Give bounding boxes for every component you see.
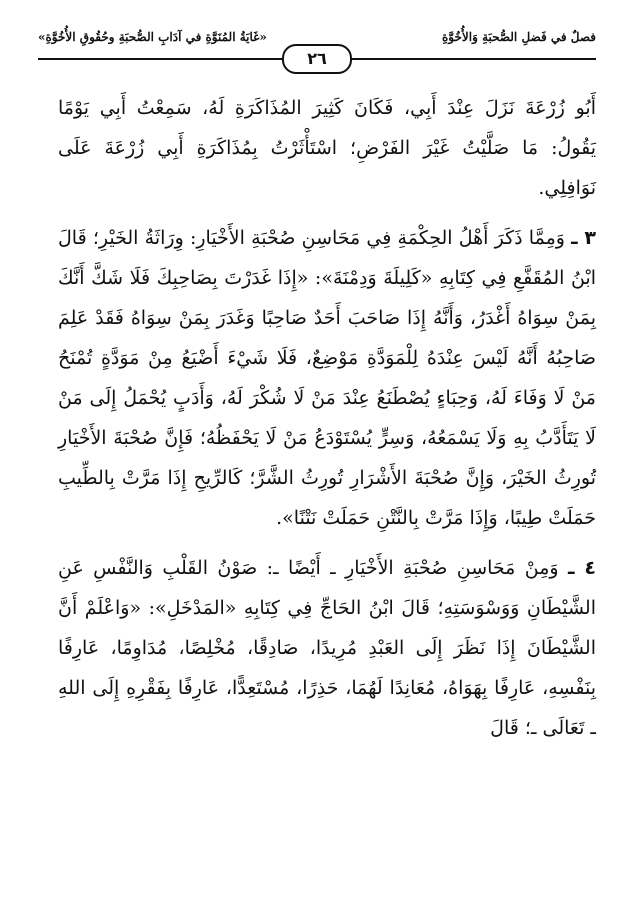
numbered-item-3 — [58, 218, 596, 538]
book-title: «غَايَةُ المُنَوَّةِ في آدَابِ الصُّحبَةِ وحُقُوقِ الأُخُوَّةِ» — [38, 30, 267, 44]
paragraph-continued: أَبُو زُرْعَةَ نَزَلَ عِنْدَ أَبِي، فَكَانَ كَثِيرَ المُذَاكَرَةِ لَهُ، سَمِعْتُ أَبِي يَوْمًا يَقُولُ: مَا صَلَّيْتُ غَيْرَ الفَرْضِ؛ اسْتَأْثَرْتُ بِمُذَاكَرَةِ أَبِي زُرْعَةَ عَلَى نَوَافِلِي. — [58, 97, 596, 199]
page-number: ٢٦ — [282, 44, 352, 74]
item-number: ٤ ـ — [567, 557, 596, 579]
numbered-item-4 — [58, 548, 596, 748]
item-text: وَمِنْ مَحَاسِنِ صُحْبَةِ الأَخْيَارِ ـ أَيْضًا ـ: صَوْنُ القَلْبِ وَالنَّفْسِ عَنِ الشَّيْطَانِ وَوَسْوَسَتِهِ؛ قَالَ ابْنُ الحَاجِّ فِي كِتَابِهِ «المَدْخَلِ»: «وَاعْلَمْ أَنَّ الشَّيْطَانَ إِذَا نَظَرَ إِلَى العَبْدِ مُرِيدًا، صَادِقًا، مُخْلِصًا، مُدَاوِمًا، عَارِفًا بِنَفْسِهِ، عَارِفًا بِهَوَاهُ، مُعَانِدًا لَهُمَا، حَذِرًا، مُسْتَعِدًّا، عَارِفًا بِفَقْرِهِ إِلَى اللهِ ـ تَعَالَى ـ؛ قَالَ — [58, 557, 596, 739]
item-number: ٣ ـ — [571, 227, 597, 249]
page-body — [58, 88, 596, 748]
item-text: وَمِمَّا ذَكَرَ أَهْلُ الحِكْمَةِ فِي مَحَاسِنِ صُحْبَةِ الأَخْيَارِ: وِرَاثَةُ الخَيْرِ؛ قَالَ ابْنُ المُقَفَّعِ فِي كِتَابِهِ «كَلِيلَةَ وَدِمْنَةَ»: «إِذَا غَدَرْتَ بِصَاحِبِكَ فَلَا شَكَّ أَنَّكَ بِمَنْ سِوَاهُ أَغْدَرُ، وَأَنَّهُ إِذَا صَاحَبَ أَحَدٌ صَاحِبًا وَغَدَرَ بِمَنْ سِوَاهُ فَقَدْ عَلِمَ صَاحِبُهُ أَنَّهُ لَيْسَ عِنْدَهُ لِلْمَوَدَّةِ مَوْضِعٌ، فَلَا شَيْءَ أَضْيَعُ مِنْ مَوَدَّةٍ تُمْنَحُ مَنْ لَا وَفَاءَ لَهُ، وَحِبَاءٍ يُصْطَنَعُ عِنْدَ مَنْ لَا شُكْرَ لَهُ، وَأَدَبٍ يُحْمَلُ إِلَى مَنْ لَا يَتَأَدَّبُ بِهِ وَلَا يَسْمَعُهُ، وَسِرٍّ يُسْتَوْدَعُ مَنْ لَا يَحْفَظُهُ؛ فَإِنَّ صُحْبَةَ الأَخْيَارِ تُورِثُ الخَيْرَ، وَإِنَّ صُحْبَةَ الأَشْرَارِ تُورِثُ الشَّرَّ؛ كَالرِّيحِ إِذَا مَرَّتْ بِالطِّيبِ حَمَلَتْ طِيبًا، وَإِذَا مَرَّتْ بِالنَّتْنِ حَمَلَتْ نَتْنًا». — [58, 227, 596, 529]
chapter-title: فصلٌ في فَضلِ الصُّحبَةِ وَالأُخُوَّةِ — [442, 30, 596, 44]
